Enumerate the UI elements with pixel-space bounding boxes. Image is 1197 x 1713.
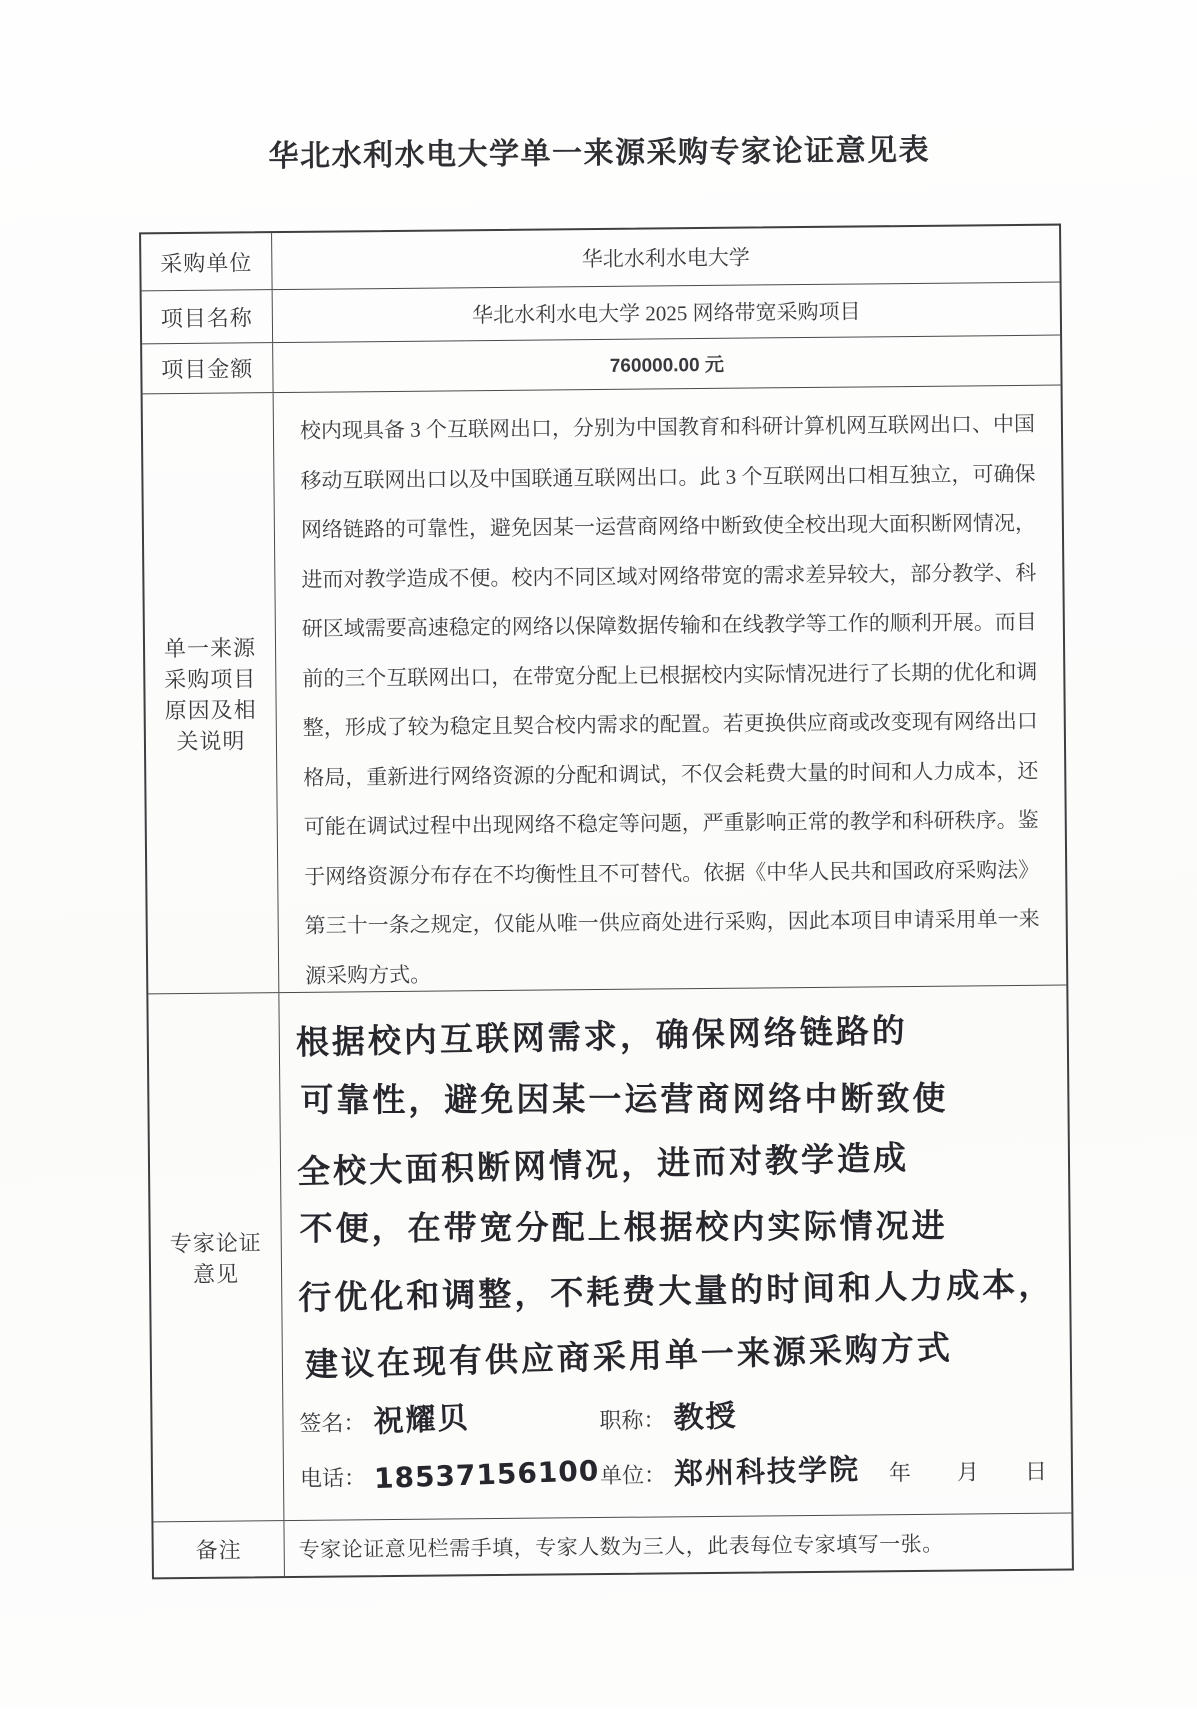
page-title: 华北水利水电大学单一来源采购专家论证意见表 [268, 133, 931, 174]
table-row-expert-opinion [148, 986, 1071, 1523]
handwritten-opinion [295, 992, 1060, 1396]
handwritten-line: 行优化和调整，不耗费大量的时间和人力成本， [297, 1264, 1055, 1318]
job-title-label: 职称： [599, 1407, 666, 1434]
table-row-reason [143, 386, 1067, 995]
job-title-field [599, 1392, 737, 1437]
phone-handwritten: 18537156100 [373, 1454, 600, 1496]
job-title-handwritten: 教授 [672, 1398, 739, 1437]
signature-row [299, 1389, 1061, 1454]
reason-paragraph: 校内现具备 3 个互联网出口，分别为中国教育和科研计算机网互联网出口、中国移动互联网出口以及中国联通互联网出口。此 3 个互联网出口相互独立，可确保网络链路的可靠性，避免因某一运营商网络中断致使全校出现大面积断网情况，进而对教学造成不便。校内不同区域对网络带宽的需求差异较大，部分教学、科研区域需要高速稳定的网络以保障数据传输和在线教学等工作的顺利开展。而目前的三个互联网出口，在带宽分配上已根据校内实际情况进行了长期的优化和调整，形成了较为稳定且契合校内需求的配置。若更换供应商或改变现有网络出口格局，重新进行网络资源的分配和调试，不仅会耗费大量的时间和人力成本，还可能在调试过程中出现网络不稳定等问题，严重影响正常的教学和科研秩序。鉴于网络资源分布存在不均衡性且不可替代。依据《中华人民共和国政府采购法》第三十一条之规定，仅能从唯一供应商处进行采购，因此本项目申请采用单一来源采购方式。 [299, 411, 1040, 988]
table-row [142, 336, 1060, 395]
phone-label: 电话： [299, 1465, 367, 1491]
signature-field [299, 1393, 599, 1440]
row-label-purchasing-unit: 采购单位 [141, 233, 273, 290]
table-row [141, 226, 1060, 292]
remark-content: 专家论证意见栏需手填，专家人数为三人，此表每位专家填写一张。 [298, 1531, 944, 1562]
signature-label: 签名： [299, 1410, 366, 1436]
row-value-project-name: 华北水利水电大学 2025 网络带宽采购项目 [471, 299, 861, 328]
row-value-purchasing-unit: 华北水利水电大学 [581, 245, 750, 272]
unit-label: 单位： [599, 1462, 667, 1489]
row-label-project-name: 项目名称 [142, 290, 273, 343]
table-row [142, 283, 1060, 345]
handwritten-line: 根据校内互联网需求，确保网络链路的 [295, 1010, 909, 1062]
expert-opinion-cell [279, 986, 1071, 1521]
phone-unit-row [300, 1447, 1062, 1512]
row-value-project-amount: 760000.00 元 [609, 354, 725, 377]
row-label-remark: 备注 [153, 1521, 285, 1577]
date-fields [889, 1455, 1061, 1488]
unit-field [600, 1449, 860, 1492]
handwritten-line: 可靠性，避免因某一运营商网络中断致使 [300, 1078, 949, 1120]
row-label-single-source-reason: 单一来源采购项目原因及相关说明 [143, 393, 280, 993]
unit-handwritten: 郑州科技学院 [673, 1451, 861, 1491]
handwritten-line: 建议在现有供应商采用单一来源采购方式 [304, 1327, 954, 1385]
date-day-label: 日 [1024, 1458, 1048, 1484]
row-value-single-source-reason [274, 386, 1067, 993]
handwritten-line: 不便，在带宽分配上根据校内实际情况进 [299, 1206, 948, 1248]
phone-field [299, 1454, 600, 1496]
table-row-remark [153, 1514, 1071, 1578]
date-month-label: 月 [956, 1459, 980, 1485]
row-label-expert-opinion: 专家论证意见 [148, 993, 284, 1521]
date-year-label: 年 [888, 1460, 912, 1486]
procurement-form-table [139, 224, 1074, 1580]
row-label-project-amount: 项目金额 [142, 343, 273, 393]
signature-handwritten: 祝耀贝 [372, 1400, 471, 1440]
handwritten-line: 全校大面积断网情况，进而对教学造成 [296, 1137, 910, 1192]
